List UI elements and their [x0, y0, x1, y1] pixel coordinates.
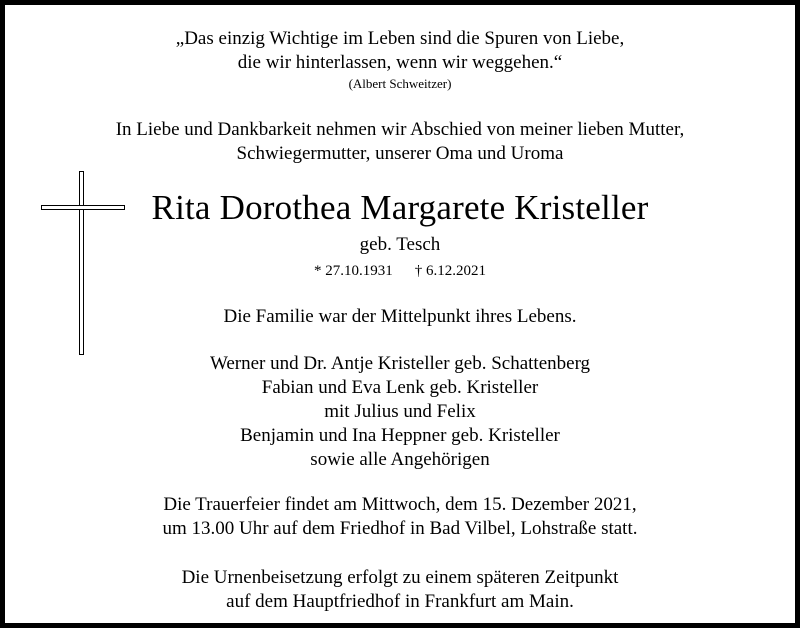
family-motto: Die Familie war der Mittelpunkt ihres Lebens. — [223, 306, 577, 327]
mourner-line: mit Julius und Felix — [324, 401, 476, 422]
ceremony-line-2: um 13.00 Uhr auf dem Friedhof in Bad Vilbel, Lohstraße statt. — [162, 518, 638, 539]
birth-name: geb. Tesch — [359, 234, 441, 255]
quote-line-2: die wir hinterlassen, wenn wir weggehen.“ — [237, 52, 563, 73]
burial-line-2: auf dem Hauptfriedhof in Frankfurt am Main. — [226, 591, 574, 612]
burial-line-1: Die Urnenbeisetzung erfolgt zu einem späteren Zeitpunkt — [181, 567, 619, 588]
mourner-line: Fabian und Eva Lenk geb. Kristeller — [261, 377, 539, 398]
mourner-line: Benjamin und Ina Heppner geb. Kristeller — [240, 425, 560, 446]
intro-line-2: Schwiegermutter, unserer Oma und Uroma — [236, 143, 564, 164]
deceased-name: Rita Dorothea Margarete Kristeller — [151, 188, 649, 227]
death-date: † 6.12.2021 — [414, 263, 486, 279]
mourner-line: sowie alle Angehörigen — [310, 449, 490, 470]
quote-author: (Albert Schweitzer) — [348, 76, 452, 91]
birth-date: * 27.10.1931 — [314, 263, 393, 279]
intro-line-1: In Liebe und Dankbarkeit nehmen wir Abschied von meiner lieben Mutter, — [115, 119, 685, 140]
ceremony-line-1: Die Trauerfeier findet am Mittwoch, dem 15. Dezember 2021, — [163, 494, 637, 515]
life-dates — [5, 263, 795, 280]
mourner-line: Werner und Dr. Antje Kristeller geb. Schattenberg — [209, 353, 591, 374]
quote-line-1: „Das einzig Wichtige im Leben sind die Spuren von Liebe, — [175, 28, 625, 49]
